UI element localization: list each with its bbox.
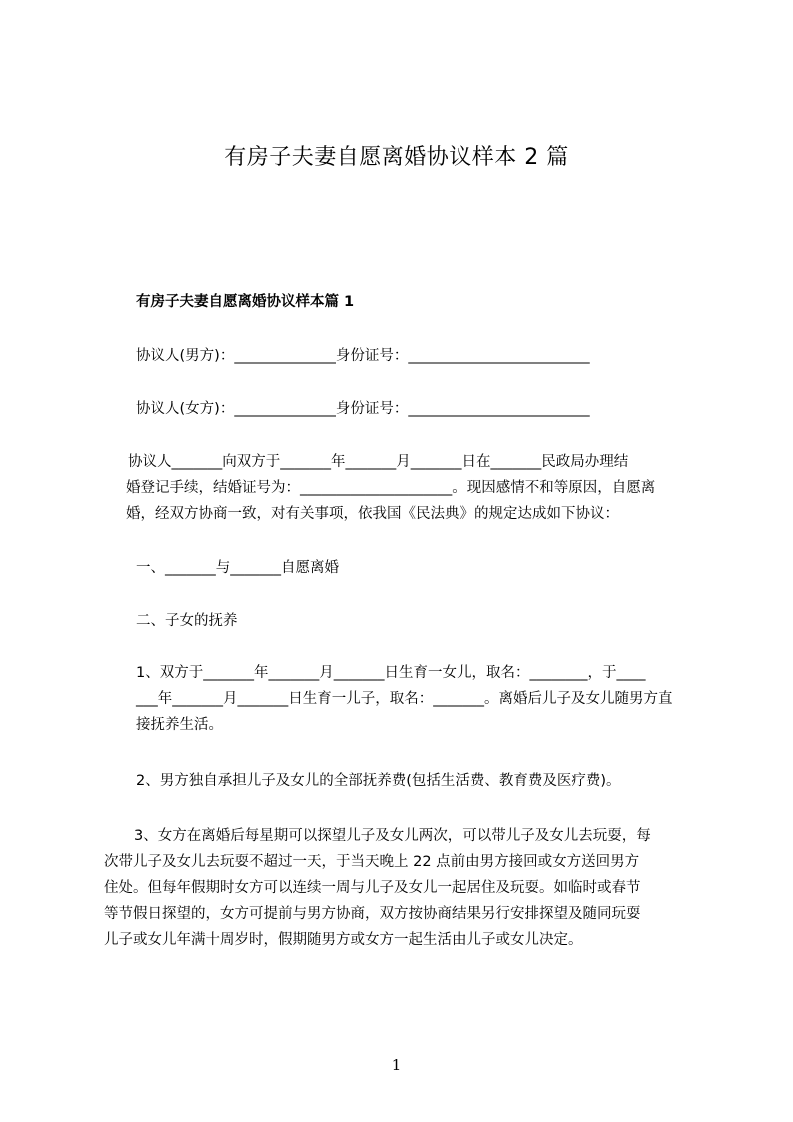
page-number: 1 [391,1056,402,1074]
intro-paragraph [128,449,698,527]
section-heading: 有房子夫妻自愿离婚协议样本篇 1 [136,294,355,310]
intro-line: 婚，经双方协商一致，对有关事项，依我国《民法典》的规定达成如下协议： [126,506,619,522]
item-3-line: 次带儿子及女儿去玩耍不超过一天，于当天晚上 22 点前由男方接回或女方送回男方 [104,854,640,870]
intro-line: 婚登记手续，结婚证号为：_____________________。现因感情不和等原因，自愿离 [126,480,656,496]
item-3-line: 住处。但每年假期时女方可以连续一周与儿子及女儿一起居住及玩耍。如临时或春节 [104,880,641,896]
item-1-line: ___年_______月_______日生育一儿子，取名：_______。离婚后儿子及女儿随男方直 [136,691,673,707]
item-3-line: 儿子或女儿年满十周岁时，假期随男方或女方一起生活由儿子或女儿决定。 [104,932,583,948]
clause-2: 二、子女的抚养 [136,613,238,629]
party-female-line: 协议人(女方)：______________身份证号：_________________________ [136,401,590,417]
item-3-line: 3、女方在离婚后每星期可以探望儿子及女儿两次，可以带儿子及女儿去玩耍，每 [134,828,651,844]
clause-1: 一、_______与_______自愿离婚 [136,560,339,576]
intro-line: 协议人_______向双方于_______年_______月_______日在_______民政局办理结 [128,454,629,470]
item-2: 2、男方独自承担儿子及女儿的全部抚养费(包括生活费、教育费及医疗费)。 [136,773,621,789]
item-1-line: 1、双方于_______年_______月_______日生育一女儿，取名：________，于____ [136,665,646,681]
document-title: 有房子夫妻自愿离婚协议样本 2 篇 [224,145,569,170]
item-1-line: 接抚养生活。 [136,717,223,733]
item-1-paragraph [136,660,706,738]
party-male-line: 协议人(男方)：______________身份证号：_________________________ [136,348,590,364]
item-3-paragraph [104,823,674,953]
item-3-line: 等节假日探望的，女方可提前与男方协商，双方按协商结果另行安排探望及随同玩耍 [104,906,641,922]
